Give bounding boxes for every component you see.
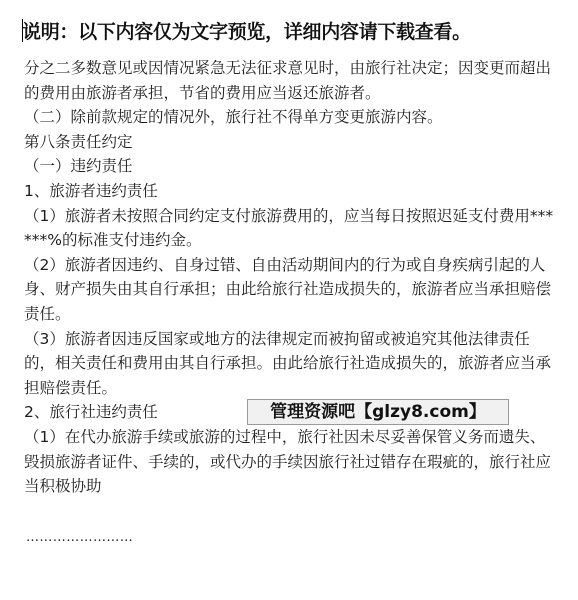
ellipsis-line: …………………… — [26, 530, 134, 545]
clause-self-fault: （2）旅游者因违约、自身过错、自由活动期间内的行为或自身疾病引起的人身、财产损失由其自行承担；由此给旅行社造成损失的，旅游者应当承担赔偿责任。 — [24, 255, 552, 323]
section-breach-heading: （一）违约责任 — [24, 157, 133, 176]
paragraph-no-unilateral-change: （二）除前款规定的情况外，旅行社不得单方变更旅游内容。 — [24, 108, 443, 127]
paragraph-decision-cost: 分之二多数意见或因情况紧急无法征求意见时，由旅行社决定；因变更而超出的费用由旅游者承担，节省的费用应当返还旅游者。 — [24, 59, 552, 102]
article-8-heading: 第八条责任约定 — [24, 132, 133, 151]
preview-notice: 说明：以下内容仅为文字预览，详细内容请下载查看。 — [22, 21, 471, 43]
document-body — [24, 56, 554, 499]
watermark-banner: 管理资源吧【glzy8.com】 — [247, 399, 509, 425]
clause-late-payment: （1）旅游者未按照合同约定支付旅游费用的，应当每日按照迟延支付费用******%的标准支付违约金。 — [24, 206, 554, 250]
clause-legal-violation: （3）旅游者因违反国家或地方的法律规定而被拘留或被追究其他法律责任的，相关责任和费用由其自行承担。由此给旅行社造成损失的，旅游者应当承担赔偿责任。 — [24, 329, 552, 397]
agency-breach-heading: 2、旅行社违约责任 — [24, 403, 158, 422]
tourist-breach-heading: 1、旅游者违约责任 — [24, 181, 158, 200]
clause-document-loss: （1）在代办旅游手续或旅游的过程中，旅行社因未尽妥善保管义务而遗失、毁损旅游者证件、手续的，或代办的手续因旅行社过错存在瑕疵的，旅行社应当积极协助 — [24, 427, 552, 496]
